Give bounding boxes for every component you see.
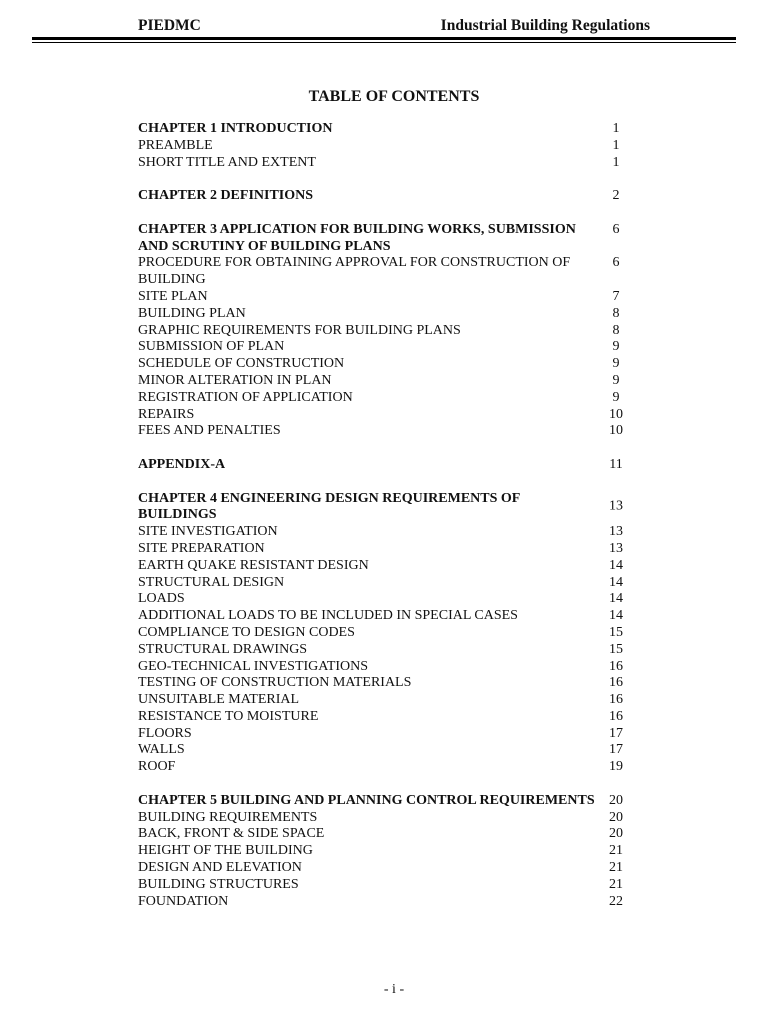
toc-entry-label: FOUNDATION: [138, 893, 229, 909]
toc-entry-page: 21: [609, 860, 623, 876]
table-of-contents: [138, 121, 630, 910]
toc-entry-label: CHAPTER 5 BUILDING AND PLANNING CONTROL REQUIREMENTS: [138, 792, 595, 808]
toc-section-entry: [138, 608, 630, 625]
toc-section-entry: [138, 289, 630, 306]
toc-entry-page: 16: [609, 675, 623, 691]
toc-entry-page: 14: [609, 557, 623, 573]
toc-entry-label: APPENDIX-A: [138, 456, 226, 472]
toc-section-entry: [138, 877, 630, 894]
toc-entry-label: SHORT TITLE AND EXTENT: [138, 154, 316, 170]
toc-entry-page: 11: [609, 456, 623, 472]
toc-entry-page: 9: [612, 372, 620, 388]
toc-section-entry: [138, 390, 630, 407]
toc-entry-page: 14: [609, 608, 623, 624]
toc-entry-page: 13: [609, 498, 623, 514]
toc-entry-page: 6: [612, 221, 620, 237]
toc-entry-label: STRUCTURAL DESIGN: [138, 574, 285, 590]
toc-section-entry: [138, 575, 630, 592]
toc-entry-label: SITE PLAN: [138, 288, 208, 304]
toc-section-entry: [138, 255, 630, 289]
toc-entry-label: COMPLIANCE TO DESIGN CODES: [138, 624, 355, 640]
toc-entry-label: UNSUITABLE MATERIAL: [138, 692, 300, 708]
toc-entry-page: 20: [609, 809, 623, 825]
toc-entry-label: REGISTRATION OF APPLICATION: [138, 389, 353, 405]
toc-entry-page: 14: [609, 591, 623, 607]
toc-entry-label: FEES AND PENALTIES: [138, 423, 281, 439]
toc-chapter-entry: [138, 457, 630, 474]
toc-entry-page: 9: [612, 339, 620, 355]
toc-entry-label: REPAIRS: [138, 406, 195, 422]
toc-chapter-entry: [138, 793, 630, 810]
toc-section-entry: [138, 591, 630, 608]
toc-chapter-entry: [138, 121, 630, 138]
toc-entry-label: CHAPTER 3 APPLICATION FOR BUILDING WORKS, SUBMISSION AND SCRUTINY OF BUILDING PLANS: [138, 221, 576, 254]
toc-section-entry: [138, 894, 630, 911]
toc-section-entry: [138, 742, 630, 759]
toc-section-entry: [138, 826, 630, 843]
page-header: [138, 17, 650, 39]
toc-entry-label: WALLS: [138, 742, 185, 758]
toc-entry-label: ROOF: [138, 759, 176, 775]
toc-entry-page: 1: [612, 121, 620, 136]
toc-entry-label: BACK, FRONT & SIDE SPACE: [138, 826, 325, 842]
toc-entry-page: 20: [609, 792, 623, 808]
toc-section-entry: [138, 306, 630, 323]
toc-entry-page: 9: [612, 389, 620, 405]
toc-entry-label: RESISTANCE TO MOISTURE: [138, 708, 319, 724]
toc-chapter-entry: [138, 222, 630, 256]
toc-entry-page: 15: [609, 641, 623, 657]
toc-entry-page: 22: [609, 893, 623, 909]
toc-entry-page: 9: [612, 356, 620, 372]
toc-entry-page: 13: [609, 540, 623, 556]
toc-entry-page: 17: [609, 725, 623, 741]
toc-entry-label: DESIGN AND ELEVATION: [138, 860, 302, 876]
toc-section-entry: [138, 843, 630, 860]
toc-entry-label: ADDITIONAL LOADS TO BE INCLUDED IN SPECIAL CASES: [138, 608, 518, 624]
toc-entry-page: 21: [609, 876, 623, 892]
toc-section-entry: [138, 407, 630, 424]
toc-section-entry: [138, 423, 630, 440]
toc-entry-label: SCHEDULE OF CONSTRUCTION: [138, 356, 345, 372]
toc-section-entry: [138, 356, 630, 373]
toc-section-entry: [138, 860, 630, 877]
toc-entry-page: 17: [609, 742, 623, 758]
header-organization: PIEDMC: [138, 17, 201, 34]
toc-section-entry: [138, 524, 630, 541]
toc-entry-label: PREAMBLE: [138, 137, 213, 153]
toc-entry-label: EARTH QUAKE RESISTANT DESIGN: [138, 557, 369, 573]
toc-entry-label: GRAPHIC REQUIREMENTS FOR BUILDING PLANS: [138, 322, 461, 338]
toc-section-entry: [138, 625, 630, 642]
toc-section-entry: [138, 138, 630, 155]
toc-chapter-entry: [138, 188, 630, 205]
header-document-title: Industrial Building Regulations: [440, 17, 650, 34]
toc-entry-label: PROCEDURE FOR OBTAINING APPROVAL FOR CONSTRUCTION OF BUILDING: [138, 255, 571, 288]
toc-section-entry: [138, 692, 630, 709]
toc-entry-label: CHAPTER 4 ENGINEERING DESIGN REQUIREMENTS OF BUILDINGS: [138, 490, 520, 523]
toc-entry-label: BUILDING REQUIREMENTS: [138, 809, 318, 825]
toc-section-entry: [138, 810, 630, 827]
toc-section-entry: [138, 726, 630, 743]
toc-entry-label: SITE INVESTIGATION: [138, 524, 278, 540]
toc-section-entry: [138, 323, 630, 340]
toc-entry-page: 10: [609, 423, 623, 439]
header-divider-thin: [32, 42, 736, 43]
toc-entry-label: TESTING OF CONSTRUCTION MATERIALS: [138, 675, 412, 691]
toc-entry-label: MINOR ALTERATION IN PLAN: [138, 372, 332, 388]
toc-entry-label: FLOORS: [138, 725, 192, 741]
toc-entry-label: SITE PREPARATION: [138, 540, 265, 556]
toc-entry-page: 1: [612, 137, 620, 153]
toc-section-entry: [138, 373, 630, 390]
toc-entry-page: 14: [609, 574, 623, 590]
toc-entry-page: 1: [612, 154, 620, 170]
toc-entry-page: 13: [609, 524, 623, 540]
toc-section-entry: [138, 659, 630, 676]
toc-entry-page: 10: [609, 406, 623, 422]
toc-entry-page: 8: [612, 322, 620, 338]
toc-entry-page: 8: [612, 305, 620, 321]
toc-entry-label: GEO-TECHNICAL INVESTIGATIONS: [138, 658, 369, 674]
toc-entry-page: 20: [609, 826, 623, 842]
toc-chapter-entry: [138, 491, 630, 525]
toc-entry-label: LOADS: [138, 591, 185, 607]
toc-entry-page: 6: [612, 255, 620, 271]
toc-section-entry: [138, 541, 630, 558]
header-divider-thick: [32, 37, 736, 40]
toc-entry-page: 16: [609, 708, 623, 724]
toc-section-entry: [138, 339, 630, 356]
toc-entry-page: 16: [609, 658, 623, 674]
page-number: - i -: [383, 982, 405, 997]
toc-entry-page: 21: [609, 843, 623, 859]
toc-section-entry: [138, 759, 630, 776]
toc-entry-page: 19: [609, 759, 623, 775]
toc-entry-label: STRUCTURAL DRAWINGS: [138, 641, 308, 657]
toc-entry-page: 15: [609, 624, 623, 640]
toc-entry-page: 2: [612, 188, 620, 204]
toc-entry-label: BUILDING STRUCTURES: [138, 876, 299, 892]
page-title: TABLE OF CONTENTS: [308, 88, 480, 105]
toc-entry-label: HEIGHT OF THE BUILDING: [138, 843, 313, 859]
toc-entry-label: CHAPTER 1 INTRODUCTION: [138, 121, 333, 136]
toc-entry-page: 7: [612, 288, 620, 304]
toc-entry-page: 16: [609, 692, 623, 708]
toc-section-entry: [138, 675, 630, 692]
toc-section-entry: [138, 642, 630, 659]
toc-section-entry: [138, 558, 630, 575]
toc-entry-label: SUBMISSION OF PLAN: [138, 339, 285, 355]
toc-section-entry: [138, 709, 630, 726]
toc-entry-label: BUILDING PLAN: [138, 305, 246, 321]
toc-section-entry: [138, 155, 630, 172]
toc-entry-label: CHAPTER 2 DEFINITIONS: [138, 188, 314, 204]
